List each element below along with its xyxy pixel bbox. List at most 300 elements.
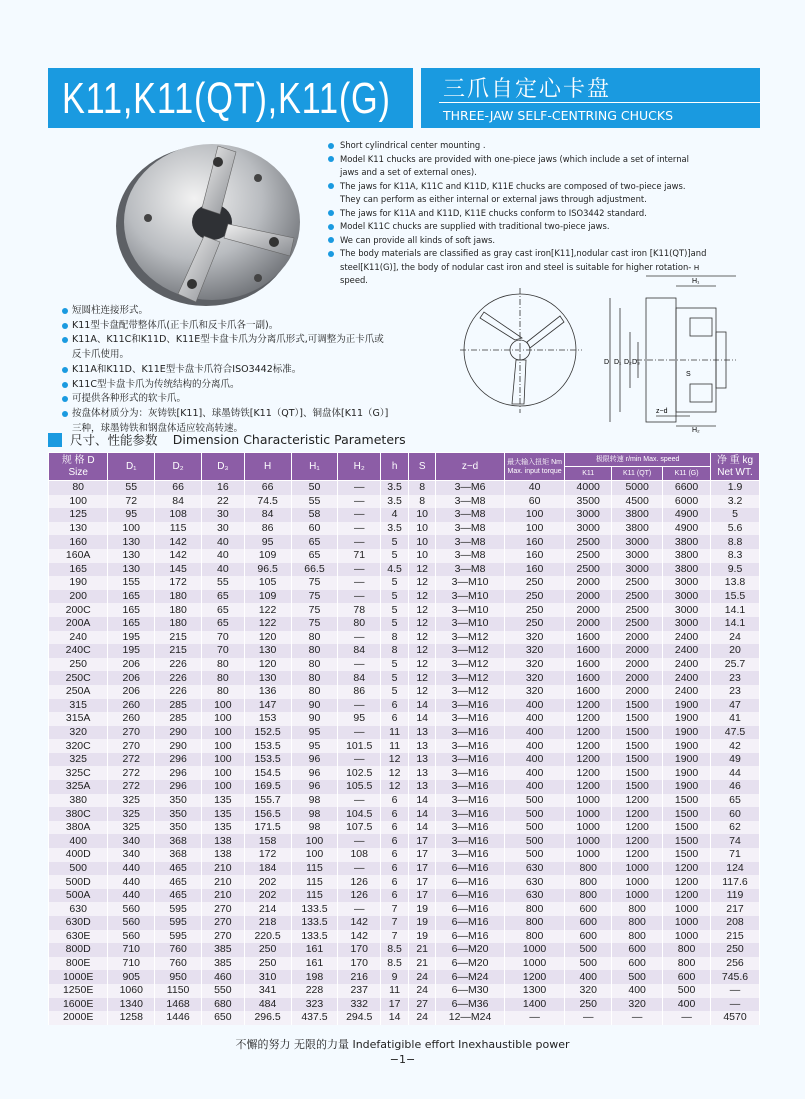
table-cell: 80	[291, 671, 338, 685]
dim-h-label: H	[694, 265, 700, 272]
table-cell: 500D	[49, 875, 108, 889]
table-cell: 145	[155, 563, 202, 577]
table-cell: 6	[381, 712, 409, 726]
table-cell: 105.5	[338, 780, 381, 794]
table-cell: 500	[565, 957, 612, 971]
table-cell: 320	[565, 984, 612, 998]
table-cell: 1900	[663, 739, 711, 753]
table-cell: 1.9	[711, 481, 760, 495]
table-cell: 96	[291, 753, 338, 767]
table-cell: 14	[409, 807, 436, 821]
table-cell: 3—M12	[436, 644, 505, 658]
table-cell: 1250E	[49, 984, 108, 998]
feature-en: We can provide all kinds of soft jaws.	[328, 234, 708, 248]
table-row	[49, 766, 760, 780]
table-cell: 1500	[663, 834, 711, 848]
table-cell: 119	[711, 889, 760, 903]
table-cell: 2500	[565, 535, 612, 549]
table-cell: 256	[711, 957, 760, 971]
table-row	[49, 821, 760, 835]
table-row	[49, 984, 760, 998]
table-cell: 1200	[565, 766, 612, 780]
table-cell: 200C	[49, 603, 108, 617]
table-cell: 200	[49, 590, 108, 604]
table-cell: 100	[202, 699, 245, 713]
feature-cn: 可提供各种形式的软卡爪。	[62, 392, 392, 407]
col-d3: D₃	[202, 453, 245, 481]
table-cell: 3—M8	[436, 563, 505, 577]
table-cell: 210	[202, 862, 245, 876]
table-cell: 800D	[49, 943, 108, 957]
table-cell: —	[338, 590, 381, 604]
table-cell: 126	[338, 875, 381, 889]
table-cell: 17	[409, 834, 436, 848]
col-hh: h	[381, 453, 409, 481]
table-cell: 3—M8	[436, 495, 505, 509]
table-cell: 250A	[49, 685, 108, 699]
table-cell: 1000	[565, 848, 612, 862]
table-cell: 6	[381, 889, 409, 903]
table-cell: 296	[155, 780, 202, 794]
table-cell: —	[338, 576, 381, 590]
table-cell: 115	[291, 875, 338, 889]
table-cell: 6600	[663, 481, 711, 495]
table-cell: 1150	[155, 984, 202, 998]
table-cell: 3.2	[711, 495, 760, 509]
table-cell: 70	[202, 631, 245, 645]
table-cell: 98	[291, 821, 338, 835]
table-row	[49, 576, 760, 590]
col-speed-k11: K11	[565, 467, 612, 481]
table-cell: 84	[244, 508, 291, 522]
table-cell: 1200	[612, 834, 663, 848]
table-cell: 3—M16	[436, 794, 505, 808]
table-cell: 226	[155, 658, 202, 672]
table-cell: 1600	[565, 631, 612, 645]
table-cell: 710	[108, 957, 155, 971]
table-cell: 96.5	[244, 563, 291, 577]
table-cell: 14	[409, 821, 436, 835]
table-cell: 138	[202, 848, 245, 862]
table-cell: 6	[381, 834, 409, 848]
col-h: H	[244, 453, 291, 481]
table-cell: 184	[244, 862, 291, 876]
table-cell: 250	[504, 617, 564, 631]
table-cell: 10	[409, 508, 436, 522]
table-cell: 3—M8	[436, 549, 505, 563]
table-cell: 156.5	[244, 807, 291, 821]
table-cell: 172	[155, 576, 202, 590]
table-cell: 5	[381, 603, 409, 617]
table-cell: 400	[663, 998, 711, 1012]
table-cell: —	[504, 1011, 564, 1025]
table-cell: 100	[202, 712, 245, 726]
table-cell: 595	[155, 930, 202, 944]
table-cell: 368	[155, 848, 202, 862]
table-cell: 130	[244, 671, 291, 685]
table-cell: 13	[409, 780, 436, 794]
feature-cn: 按盘体材质分为：灰铸铁[K11]、球墨铸铁[K11（QT）]、铜盘体[K11（G）]三种，球墨铸铁和钢盘体适应较高转速。	[62, 407, 392, 436]
table-cell: 80	[49, 481, 108, 495]
table-cell: 315A	[49, 712, 108, 726]
dim-d-label: D	[604, 359, 610, 366]
table-cell: 206	[108, 658, 155, 672]
table-cell: 800	[663, 957, 711, 971]
table-cell: 66	[244, 481, 291, 495]
features-cn-list	[62, 304, 392, 436]
table-cell: 153	[244, 712, 291, 726]
table-cell: 400D	[49, 848, 108, 862]
table-cell: 100	[49, 495, 108, 509]
table-cell: 1340	[108, 998, 155, 1012]
table-cell: 3.5	[381, 481, 409, 495]
table-cell: 3—M12	[436, 658, 505, 672]
col-weight: 净 重 kg Net WT.	[711, 453, 760, 481]
table-cell: 3—M8	[436, 522, 505, 536]
table-cell: 5	[381, 685, 409, 699]
feature-en: Model K11C chucks are supplied with traditional two-piece jaws.	[328, 220, 708, 234]
table-cell: 165	[108, 617, 155, 631]
table-row	[49, 902, 760, 916]
col-size: 规 格 D Size	[49, 453, 108, 481]
table-cell: 165	[108, 603, 155, 617]
table-cell: 294.5	[338, 1011, 381, 1025]
table-cell: 800	[504, 916, 564, 930]
spec-table	[48, 452, 760, 1025]
table-cell: —	[338, 726, 381, 740]
table-cell: —	[565, 1011, 612, 1025]
table-cell: 15.5	[711, 590, 760, 604]
table-cell: 66	[155, 481, 202, 495]
table-cell: 70	[202, 644, 245, 658]
table-cell: 3—M8	[436, 535, 505, 549]
table-cell: 7	[381, 916, 409, 930]
table-cell: 440	[108, 889, 155, 903]
table-cell: 153.5	[244, 753, 291, 767]
table-cell: 19	[409, 902, 436, 916]
table-row	[49, 739, 760, 753]
table-cell: 385	[202, 957, 245, 971]
table-cell: 65	[291, 535, 338, 549]
table-cell: 12—M24	[436, 1011, 505, 1025]
table-cell: 1900	[663, 766, 711, 780]
table-cell: 71	[711, 848, 760, 862]
table-cell: 136	[244, 685, 291, 699]
table-cell: 155.7	[244, 794, 291, 808]
table-cell: 4000	[565, 481, 612, 495]
table-row	[49, 862, 760, 876]
table-cell: 115	[291, 889, 338, 903]
col-speed-k11g: K11 (G)	[663, 467, 711, 481]
table-cell: 202	[244, 875, 291, 889]
table-cell: 272	[108, 780, 155, 794]
table-cell: 1400	[504, 998, 564, 1012]
table-cell: 158	[244, 834, 291, 848]
table-cell: 2400	[663, 671, 711, 685]
table-cell: —	[338, 699, 381, 713]
table-cell: 40	[202, 563, 245, 577]
table-cell: 6—M30	[436, 984, 505, 998]
table-cell: 341	[244, 984, 291, 998]
table-cell: 190	[49, 576, 108, 590]
dim-d3-label: D₃	[632, 359, 640, 366]
feature-en: The jaws for K11A, K11C and K11D, K11E chucks are composed of two-piece jaws. They can perform as either internal or external jaws through adjustment.	[328, 180, 708, 207]
table-cell: —	[338, 631, 381, 645]
table-cell: 6—M16	[436, 930, 505, 944]
table-cell: 325A	[49, 780, 108, 794]
table-cell: 1060	[108, 984, 155, 998]
table-cell: 800	[565, 889, 612, 903]
table-cell: 80	[291, 685, 338, 699]
table-cell: 2500	[612, 603, 663, 617]
table-cell: 170	[338, 957, 381, 971]
section-heading	[48, 429, 406, 447]
table-cell: 65	[202, 590, 245, 604]
table-cell: 400	[504, 699, 564, 713]
table-cell: 400	[504, 712, 564, 726]
table-cell: 325C	[49, 766, 108, 780]
table-cell: 6—M20	[436, 943, 505, 957]
table-cell: 14.1	[711, 603, 760, 617]
table-cell: 101.5	[338, 739, 381, 753]
table-cell: 1000	[565, 821, 612, 835]
table-cell: 11	[381, 739, 409, 753]
table-cell: 1200	[612, 848, 663, 862]
table-cell: 11	[381, 726, 409, 740]
table-cell: 1200	[504, 970, 564, 984]
table-cell: 1000	[612, 862, 663, 876]
table-cell: 10	[409, 535, 436, 549]
table-cell: 98	[291, 807, 338, 821]
col-zd: z−d	[436, 453, 505, 481]
table-cell: 3—M16	[436, 848, 505, 862]
table-cell: 500	[612, 970, 663, 984]
table-cell: 1258	[108, 1011, 155, 1025]
table-cell: 160	[504, 535, 564, 549]
table-cell: 385	[202, 943, 245, 957]
table-cell: 2500	[565, 563, 612, 577]
table-cell: 147	[244, 699, 291, 713]
table-cell: 3800	[663, 563, 711, 577]
table-row	[49, 794, 760, 808]
table-cell: 270	[202, 930, 245, 944]
table-cell: 3000	[663, 576, 711, 590]
table-cell: 320	[504, 658, 564, 672]
table-cell: 17	[381, 998, 409, 1012]
table-cell: 745.6	[711, 970, 760, 984]
table-cell: 400	[504, 726, 564, 740]
table-cell: 2000	[612, 644, 663, 658]
table-cell: 1000	[663, 916, 711, 930]
table-cell: 325	[108, 807, 155, 821]
table-cell: 800	[612, 930, 663, 944]
table-cell: 6	[381, 699, 409, 713]
feature-cn: K11A和K11D、K11E型卡盘卡爪符合ISO3442标准。	[62, 363, 392, 378]
table-cell: 154.5	[244, 766, 291, 780]
table-cell: 437.5	[291, 1011, 338, 1025]
table-row	[49, 726, 760, 740]
table-cell: 138	[202, 834, 245, 848]
table-cell: 122	[244, 603, 291, 617]
table-cell: 130	[108, 535, 155, 549]
section-title-en: Dimension Characteristic Parameters	[172, 432, 406, 447]
table-cell: 142	[338, 930, 381, 944]
table-cell: 1000E	[49, 970, 108, 984]
table-cell: 160A	[49, 549, 108, 563]
table-cell: 323	[291, 998, 338, 1012]
table-cell: 13	[409, 726, 436, 740]
table-cell: 600	[565, 902, 612, 916]
table-cell: 47	[711, 699, 760, 713]
feature-cn: 短圆柱连接形式。	[62, 304, 392, 319]
table-cell: 202	[244, 889, 291, 903]
table-cell: 95	[291, 726, 338, 740]
table-row	[49, 590, 760, 604]
table-cell: 296	[155, 753, 202, 767]
table-cell: 9	[381, 970, 409, 984]
table-cell: 3—M16	[436, 726, 505, 740]
table-cell: 215	[711, 930, 760, 944]
table-cell: 200A	[49, 617, 108, 631]
table-cell: —	[711, 998, 760, 1012]
table-cell: 115	[155, 522, 202, 536]
table-cell: 3—M16	[436, 753, 505, 767]
table-cell: 86	[244, 522, 291, 536]
table-cell: 760	[155, 943, 202, 957]
model-title-banner	[48, 68, 413, 128]
table-cell: 60	[291, 522, 338, 536]
table-row	[49, 916, 760, 930]
table-cell: 55	[108, 481, 155, 495]
title-divider	[439, 102, 760, 103]
table-cell: 24	[409, 1011, 436, 1025]
spec-table-body	[49, 481, 760, 1025]
table-cell: 226	[155, 671, 202, 685]
table-cell: 135	[202, 794, 245, 808]
section-marker	[48, 433, 62, 447]
table-cell: 710	[108, 943, 155, 957]
table-cell: 1500	[612, 712, 663, 726]
table-cell: 80	[291, 658, 338, 672]
table-cell: 4900	[663, 522, 711, 536]
table-row	[49, 481, 760, 495]
table-cell: 272	[108, 766, 155, 780]
col-d2: D₂	[155, 453, 202, 481]
table-cell: 100	[291, 834, 338, 848]
table-cell: 74	[711, 834, 760, 848]
table-cell: —	[338, 753, 381, 767]
table-cell: 5	[381, 671, 409, 685]
table-row	[49, 671, 760, 685]
table-cell: 135	[202, 807, 245, 821]
table-cell: 1500	[612, 780, 663, 794]
table-cell: 41	[711, 712, 760, 726]
col-d1: D₁	[108, 453, 155, 481]
table-cell: 90	[291, 699, 338, 713]
table-cell: 1600	[565, 671, 612, 685]
table-cell: 14.1	[711, 617, 760, 631]
table-cell: 90	[291, 712, 338, 726]
table-cell: 65	[291, 549, 338, 563]
table-cell: 800	[612, 902, 663, 916]
table-row	[49, 807, 760, 821]
table-cell: 120	[244, 658, 291, 672]
technical-drawing	[460, 258, 760, 433]
table-cell: 1200	[565, 699, 612, 713]
table-cell: 1200	[565, 753, 612, 767]
table-cell: 46	[711, 780, 760, 794]
table-cell: 161	[291, 957, 338, 971]
table-cell: —	[338, 862, 381, 876]
table-cell: 3800	[663, 549, 711, 563]
table-cell: 226	[155, 685, 202, 699]
table-cell: 1500	[612, 726, 663, 740]
table-cell: 1000	[565, 794, 612, 808]
dim-zd-label: z−d	[656, 408, 668, 415]
table-cell: 40	[202, 535, 245, 549]
table-cell: 3000	[612, 535, 663, 549]
table-cell: 260	[108, 712, 155, 726]
table-cell: 272	[108, 753, 155, 767]
col-speed: 极限转速 r/min Max. speed	[565, 453, 711, 467]
table-cell: 5	[381, 590, 409, 604]
table-cell: 75	[291, 576, 338, 590]
table-cell: 310	[244, 970, 291, 984]
table-cell: 500	[504, 794, 564, 808]
table-cell: 2000	[565, 617, 612, 631]
table-cell: 24	[409, 970, 436, 984]
table-cell: 465	[155, 889, 202, 903]
page-number: −1−	[389, 1053, 416, 1066]
table-cell: 400	[612, 984, 663, 998]
table-cell: 47.5	[711, 726, 760, 740]
table-cell: 14	[381, 1011, 409, 1025]
table-cell: 630D	[49, 916, 108, 930]
table-cell: 500	[504, 834, 564, 848]
dim-h1-label: H₁	[692, 278, 700, 285]
footer-slogan: 不懈的努力 无限的力量 Indefatigible effort Inexhaustible power	[235, 1038, 570, 1051]
table-cell: 1900	[663, 726, 711, 740]
table-cell: 6	[381, 821, 409, 835]
feature-en: The body materials are classified as gray cast iron[K11],nodular cast iron [K11(QT)]and steel[K11(G)], the body of nodular cast iron and steel is suitable for higher rotation-speed.	[328, 247, 708, 288]
table-row	[49, 644, 760, 658]
table-cell: 7	[381, 902, 409, 916]
table-row	[49, 848, 760, 862]
table-cell: 270	[202, 916, 245, 930]
table-cell: 6—M16	[436, 875, 505, 889]
table-cell: 24	[711, 631, 760, 645]
table-cell: 160	[504, 549, 564, 563]
section-title-cn: 尺寸、性能参数	[70, 432, 158, 448]
table-row	[49, 658, 760, 672]
table-cell: 285	[155, 712, 202, 726]
table-cell: 12	[409, 603, 436, 617]
table-cell: 3800	[663, 535, 711, 549]
table-cell: 440	[108, 862, 155, 876]
table-cell: 130	[108, 563, 155, 577]
table-cell: 380A	[49, 821, 108, 835]
col-h1: H₁	[291, 453, 338, 481]
table-cell: —	[338, 495, 381, 509]
table-cell: 320	[504, 685, 564, 699]
col-torque: 最大输入扭矩 Nm Max. input torque	[504, 453, 564, 481]
table-cell: 100	[202, 739, 245, 753]
table-cell: 109	[244, 549, 291, 563]
table-cell: 108	[338, 848, 381, 862]
table-cell: 296.5	[244, 1011, 291, 1025]
feature-en: The jaws for K11A and K11D, K11E chucks conform to ISO3442 standard.	[328, 207, 708, 221]
table-cell: 6—M16	[436, 916, 505, 930]
